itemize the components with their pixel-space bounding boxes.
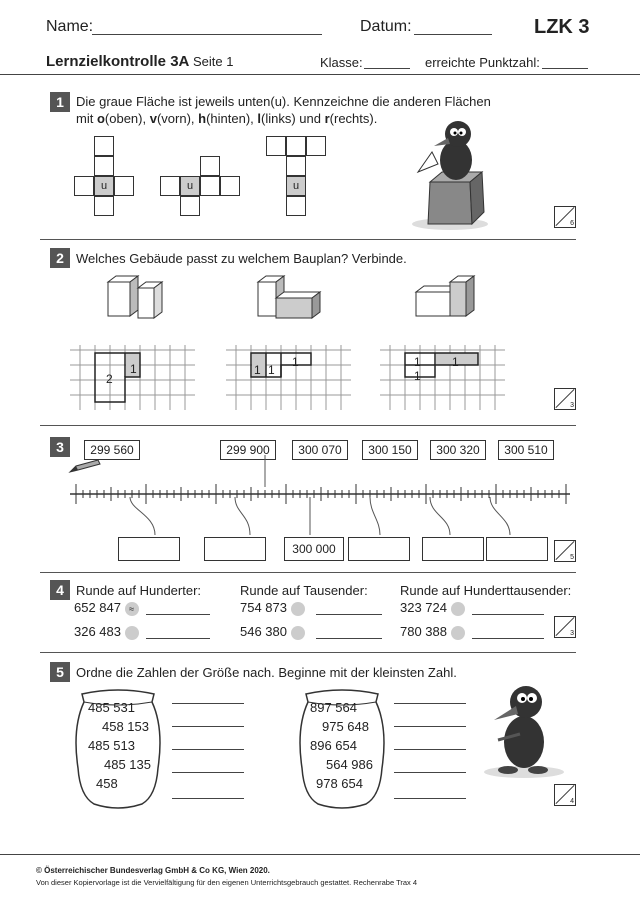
rounding-answer-line[interactable] — [472, 638, 544, 639]
separator-2 — [40, 425, 576, 426]
task4-score-box[interactable]: 3 — [554, 616, 576, 638]
order-answer-line[interactable] — [394, 772, 466, 773]
rounding-value: 546 380 — [240, 624, 287, 639]
jar2-number: 896 654 — [310, 738, 357, 753]
order-answer-line[interactable] — [394, 798, 466, 799]
order-answer-line[interactable] — [172, 772, 244, 773]
task3-number: 3 — [50, 437, 70, 457]
rounding-row — [74, 600, 139, 616]
date-label: Datum: — [360, 18, 412, 35]
rounding-row — [400, 624, 465, 640]
approx-circle[interactable] — [451, 626, 465, 640]
building-1 — [100, 272, 170, 322]
jar2-number: 897 564 — [310, 700, 357, 715]
net-cell-bottom: u — [94, 176, 114, 196]
net-cell[interactable] — [180, 196, 200, 216]
net-cell[interactable] — [200, 156, 220, 176]
building-plan-3 — [380, 345, 505, 410]
class-label: Klasse: — [320, 55, 363, 70]
jar1-number: 485 531 — [88, 700, 135, 715]
approx-circle[interactable] — [291, 602, 305, 616]
rounding-value: 652 847 — [74, 600, 121, 615]
page-title — [46, 53, 233, 70]
net-cell[interactable] — [160, 176, 180, 196]
jar2-number: 975 648 — [322, 719, 369, 734]
approx-circle[interactable] — [125, 626, 139, 640]
jar1-number: 458 — [96, 776, 118, 791]
task4-col1-title: Runde auf Hunderter: — [76, 583, 202, 598]
rounding-value: 326 483 — [74, 624, 121, 639]
rounding-answer-line[interactable] — [316, 638, 382, 639]
building-3 — [410, 272, 482, 322]
building-plan-1 — [70, 345, 195, 410]
net-cell[interactable] — [220, 176, 240, 196]
date-field[interactable] — [414, 34, 492, 35]
answer-box[interactable] — [348, 537, 410, 561]
net-cell[interactable] — [94, 156, 114, 176]
rounding-answer-line[interactable] — [472, 614, 544, 615]
number-card: 300 150 — [362, 440, 418, 460]
header-rule — [0, 74, 640, 75]
jar1-number: 485 135 — [104, 757, 151, 772]
task1-score-box[interactable]: 6 — [554, 206, 576, 228]
order-answer-line[interactable] — [172, 749, 244, 750]
number-card: 300 510 — [498, 440, 554, 460]
rounding-answer-line[interactable] — [146, 638, 210, 639]
task2-score-box[interactable]: 3 — [554, 388, 576, 410]
task3-score-box[interactable]: 5 — [554, 540, 576, 562]
rounding-answer-line[interactable] — [146, 614, 210, 615]
footer-copyright: © Österreichischer Bundesverlag GmbH & Co KG, Wien 2020. — [36, 866, 270, 875]
raven-illustration-1 — [400, 112, 490, 232]
plan2-label-b: 1 — [268, 363, 275, 377]
net-cell[interactable] — [306, 136, 326, 156]
separator-1 — [40, 239, 576, 240]
rounding-row — [400, 600, 465, 616]
name-field[interactable] — [92, 34, 322, 35]
net-cell-bottom: u — [286, 176, 306, 196]
rounding-row — [74, 624, 139, 640]
jar1-number: 458 153 — [102, 719, 149, 734]
points-field[interactable] — [542, 68, 588, 69]
order-answer-line[interactable] — [394, 703, 466, 704]
plan2-label-c: 1 — [292, 355, 299, 369]
order-answer-line[interactable] — [394, 749, 466, 750]
jar2-number: 978 654 — [316, 776, 363, 791]
class-field[interactable] — [364, 68, 410, 69]
net-cell[interactable] — [286, 156, 306, 176]
plan1-label-b: 1 — [130, 362, 137, 376]
plan3-label-c: 1 — [414, 369, 421, 383]
footer-notice: Von dieser Kopiervorlage ist die Vervielfältigung für den eigenen Unterrichtsgebrauch gestattet. Rechenrabe Trax 4 — [36, 878, 418, 887]
task2-number: 2 — [50, 248, 70, 268]
answer-box[interactable] — [204, 537, 266, 561]
building-plan-2 — [226, 345, 351, 410]
raven-illustration-2 — [478, 670, 568, 780]
points-label: erreichte Punktzahl: — [425, 55, 540, 70]
order-answer-line[interactable] — [172, 798, 244, 799]
order-answer-line[interactable] — [172, 726, 244, 727]
rounding-value: 780 388 — [400, 624, 447, 639]
net-cell[interactable] — [94, 136, 114, 156]
separator-3 — [40, 572, 576, 573]
plan1-label-a: 2 — [106, 372, 113, 386]
given-value-box: 300 000 — [284, 537, 344, 561]
task4-number: 4 — [50, 580, 70, 600]
lzk-badge: LZK 3 — [534, 16, 590, 38]
order-answer-line[interactable] — [394, 726, 466, 727]
building-2 — [252, 272, 324, 322]
task4-col2-title: Runde auf Tausender: — [240, 583, 368, 598]
number-card: 299 560 — [84, 440, 140, 460]
task1-instruction-line2: mit o(oben), v(vorn), h(hinten), l(links) und r(rechts). — [76, 111, 378, 126]
rounding-row — [240, 600, 305, 616]
net-cell-bottom: u — [180, 176, 200, 196]
footer-rule — [0, 854, 640, 855]
connector-lines — [60, 455, 580, 545]
net-cell[interactable] — [74, 176, 94, 196]
net-cell[interactable] — [286, 196, 306, 216]
name-label: Name: — [46, 18, 94, 35]
answer-box[interactable] — [486, 537, 548, 561]
net-cell[interactable] — [286, 136, 306, 156]
rounding-value: 323 724 — [400, 600, 447, 615]
title-text: Lernzielkontrolle 3A — [46, 53, 189, 70]
rounding-answer-line[interactable] — [316, 614, 382, 615]
jar1-number: 485 513 — [88, 738, 135, 753]
plan3-label-b: 1 — [452, 355, 459, 369]
order-answer-line[interactable] — [172, 703, 244, 704]
approx-circle[interactable] — [451, 602, 465, 616]
task5-score-box[interactable]: 4 — [554, 784, 576, 806]
net-cell[interactable] — [266, 136, 286, 156]
task4-col3-title: Runde auf Hunderttausender: — [400, 583, 572, 598]
task5-instruction: Ordne die Zahlen der Größe nach. Beginne mit der kleinsten Zahl. — [76, 665, 457, 680]
answer-box[interactable] — [422, 537, 484, 561]
number-card: 300 070 — [292, 440, 348, 460]
task5-number: 5 — [50, 662, 70, 682]
jar2-number: 564 986 — [326, 757, 373, 772]
rounding-row — [240, 624, 305, 640]
plan2-label-a: 1 — [254, 363, 261, 377]
approx-circle[interactable] — [291, 626, 305, 640]
net-cell[interactable] — [200, 176, 220, 196]
task2-instruction: Welches Gebäude passt zu welchem Bauplan? Verbinde. — [76, 251, 407, 266]
number-card: 300 320 — [430, 440, 486, 460]
net-cell[interactable] — [114, 176, 134, 196]
plan3-label-a: 1 — [414, 355, 421, 369]
separator-4 — [40, 652, 576, 653]
rounding-value: 754 873 — [240, 600, 287, 615]
task1-number: 1 — [50, 92, 70, 112]
number-card: 299 900 — [220, 440, 276, 460]
page-text: Seite 1 — [192, 54, 234, 69]
task1-instruction-line1: Die graue Fläche ist jeweils unten(u). Kennzeichne die anderen Flächen — [76, 94, 491, 109]
answer-box[interactable] — [118, 537, 180, 561]
approx-circle: ≈ — [125, 602, 139, 616]
net-cell[interactable] — [94, 196, 114, 216]
